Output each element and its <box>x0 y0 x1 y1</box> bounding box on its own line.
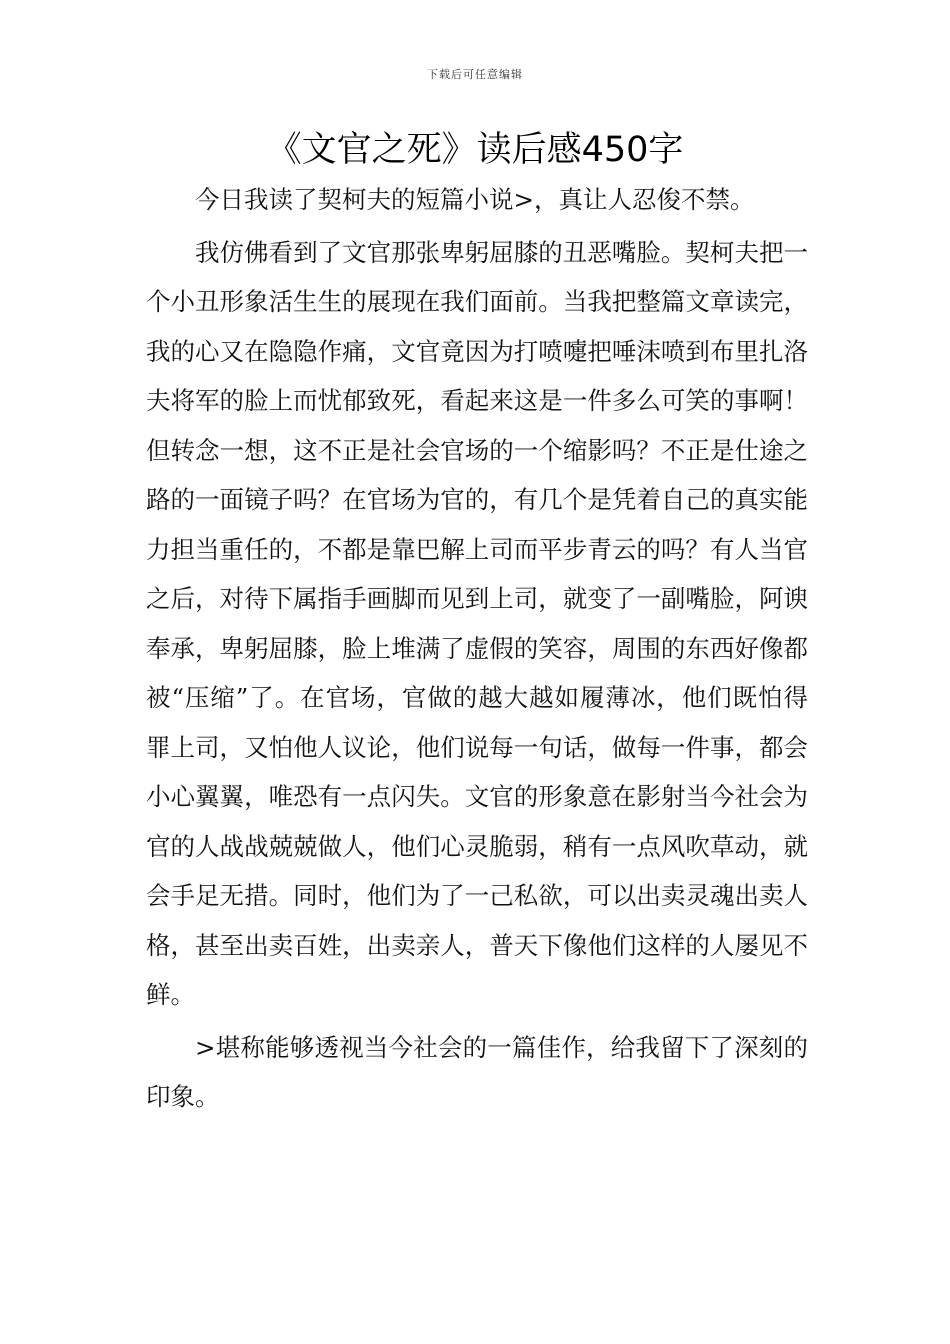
paragraph-intro: 今日我读了契柯夫的短篇小说>，真让人忍俊不禁。 <box>195 185 755 214</box>
paragraph-conclusion: >堪称能够透视当今社会的一篇佳作，给我留下了深刻的印象。 <box>146 1032 808 1111</box>
document-title: 《文官之死》读后感450字 <box>266 130 684 170</box>
paragraph-main: 我仿佛看到了文官那张卑躬屈膝的丑恶嘴脸。契柯夫把一个小丑形象活生生的展现在我们面前。当我把整篇文章读完，我的心又在隐隐作痛，文官竟因为打喷嚏把唾沫喷到布里扎洛夫将军的脸上而忧郁致死，看起来这是一件多么可笑的事啊！但转念一想，这不正是社会官场的一个缩影吗？不正是仕途之路的一面镜子吗？在官场为官的，有几个是凭着自己的真实能力担当重任的，不都是靠巴解上司而平步青云的吗？有人当官之后，对待下属指手画脚而见到上司，就变了一副嘴脸，阿谀奉承，卑躬屈膝，脸上堆满了虚假的笑容，周围的东西好像都被“压缩”了。在官场，官做的越大越如履薄冰，他们既怕得罪上司，又怕他人议论，他们说每一句话，做每一件事，都会小心翼翼，唯恐有一点闪失。文官的形象意在影射当今社会为官的人战战兢兢做人，他们心灵脆弱，稍有一点风吹草动，就会手足无措。同时，他们为了一己私欲，可以出卖灵魂出卖人格，甚至出卖百姓，出卖亲人，普天下像他们这样的人屡见不鲜。 <box>146 237 808 1009</box>
document-body <box>146 175 808 1122</box>
header-note: 下载后可任意编辑 <box>427 68 523 81</box>
